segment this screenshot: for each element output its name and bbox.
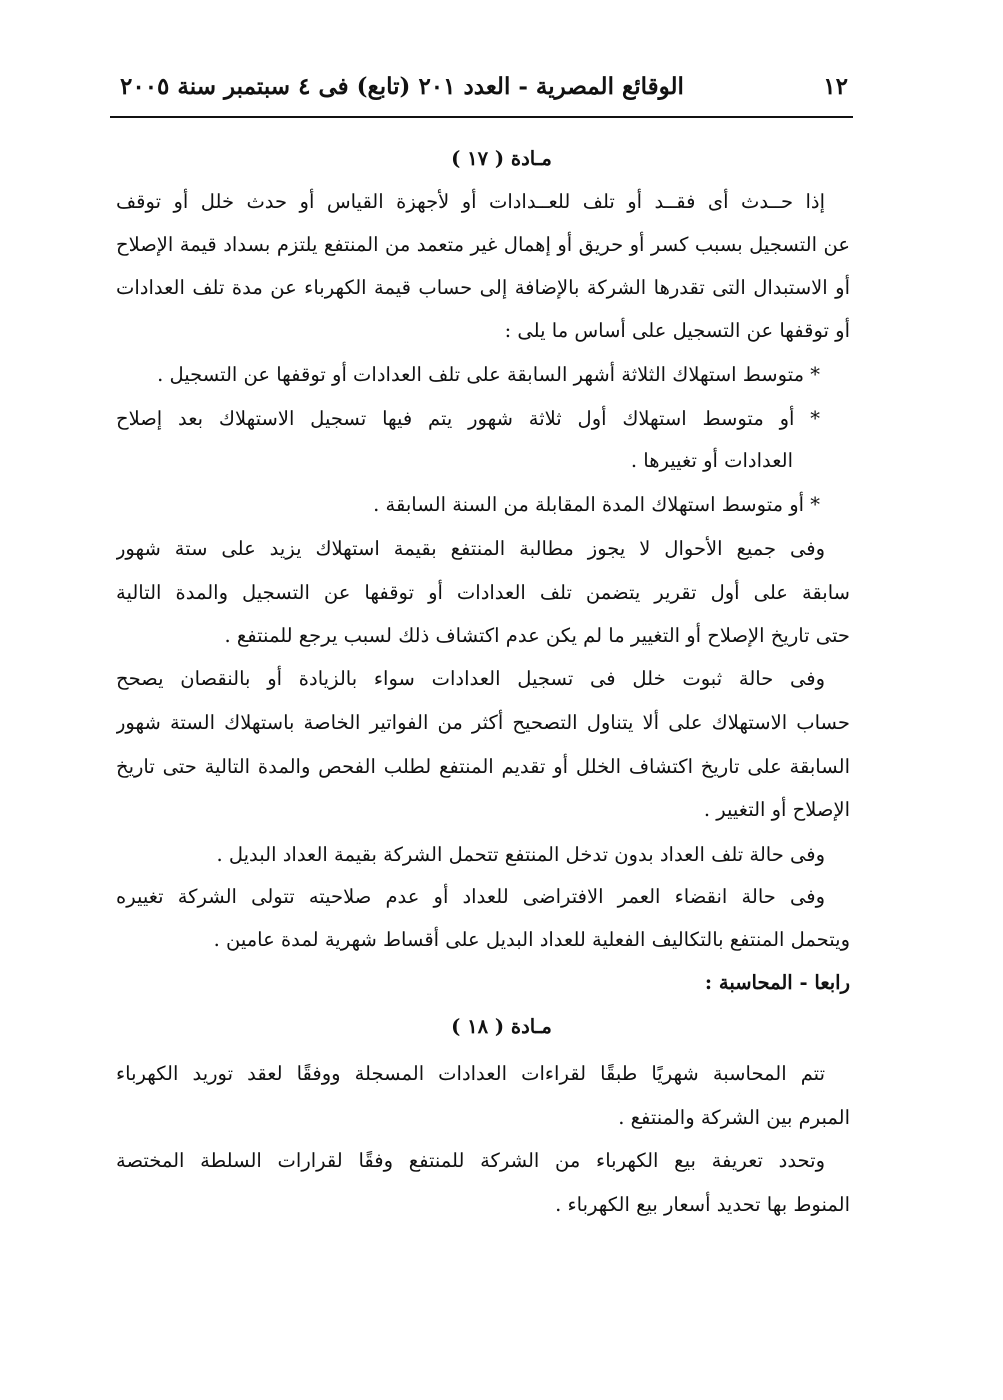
page-number: ١٢ <box>823 72 848 100</box>
bullet-item: * أو متوسط استهلاك أول ثلاثة شهور يتم فيها تسجيل الاستهلاك بعد إصلاح <box>116 407 820 430</box>
text-line: ويتحمل المنتفع بالتكاليف الفعلية للعداد البديل على أقساط شهرية لمدة عامين . <box>213 928 850 951</box>
text-line: الإصلاح أو التغيير . <box>703 798 850 821</box>
text-line: وفى حالة تلف العداد بدون تدخل المنتفع تتحمل الشركة بقيمة العداد البديل . <box>216 843 825 866</box>
text-line: السابقة على تاريخ اكتشاف الخلل أو تقديم المنتفع لطلب الفحص والمدة التالية حتى تاريخ <box>116 755 850 778</box>
text-line: وفى حالة ثبوت خلل فى تسجيل العدادات سواء بالزيادة أو بالنقصان يصحح <box>116 667 825 690</box>
bullet-item: * أو متوسط استهلاك المدة المقابلة من السنة السابقة . <box>373 493 820 516</box>
text-line: أو الاستبدال التى تقدرها الشركة بالإضافة إلى حساب قيمة الكهرباء عن مدة تلف العدادات <box>116 276 850 299</box>
text-line: وفى حالة انقضاء العمر الافتراضى للعداد أو عدم صلاحيته تتولى الشركة تغييره <box>116 885 825 908</box>
text-line: المبرم بين الشركة والمنتفع . <box>618 1106 850 1129</box>
text-line: إذا حــدث أى فقــد أو تلف للعــدادات أو لأجهزة القياس أو حدث خلل أو توقف <box>116 190 825 213</box>
text-line: وفى جميع الأحوال لا يجوز مطالبة المنتفع بقيمة استهلاك يزيد على ستة شهور <box>116 537 825 560</box>
section-4-heading: رابعا - المحاسبة : <box>704 971 850 994</box>
text-line: حساب الاستهلاك على ألا يتناول التصحيح أكثر من الفواتير الخاصة باستهلاك الستة شهور <box>116 711 850 734</box>
text-line: حتى تاريخ الإصلاح أو التغيير ما لم يكن عدم اكتشاف ذلك لسبب يرجع للمنتفع . <box>224 624 850 647</box>
article-18-heading: مـادة ( ١٨ ) <box>451 1015 552 1038</box>
bullet-item: * متوسط استهلاك الثلاثة أشهر السابقة على تلف العدادات أو توقفها عن التسجيل . <box>157 363 820 386</box>
text-line: العدادات أو تغييرها . <box>630 449 793 472</box>
text-line: عن التسجيل بسبب كسر أو حريق أو إهمال غير متعمد من المنتفع يلتزم بسداد قيمة الإصلاح <box>116 233 850 256</box>
article-17-heading: مـادة ( ١٧ ) <box>451 147 552 170</box>
text-line: وتحدد تعريفة بيع الكهرباء من الشركة للمنتفع وفقًا لقرارات السلطة المختصة <box>116 1149 825 1172</box>
text-line: سابقة على أول تقرير يتضمن تلف العدادات أو توقفها عن التسجيل والمدة التالية <box>116 581 850 604</box>
header-title: الوقائع المصرية - العدد ٢٠١ (تابع) فى ٤ سبتمبر سنة ٢٠٠٥ <box>120 72 684 100</box>
text-line: أو توقفها عن التسجيل على أساس ما يلى : <box>504 319 850 342</box>
text-line: المنوط بها تحديد أسعار بيع الكهرباء . <box>555 1193 850 1216</box>
text-line: تتم المحاسبة شهريًا طبقًا لقراءات العدادات المسجلة ووفقًا لعقد توريد الكهرباء <box>116 1062 825 1085</box>
